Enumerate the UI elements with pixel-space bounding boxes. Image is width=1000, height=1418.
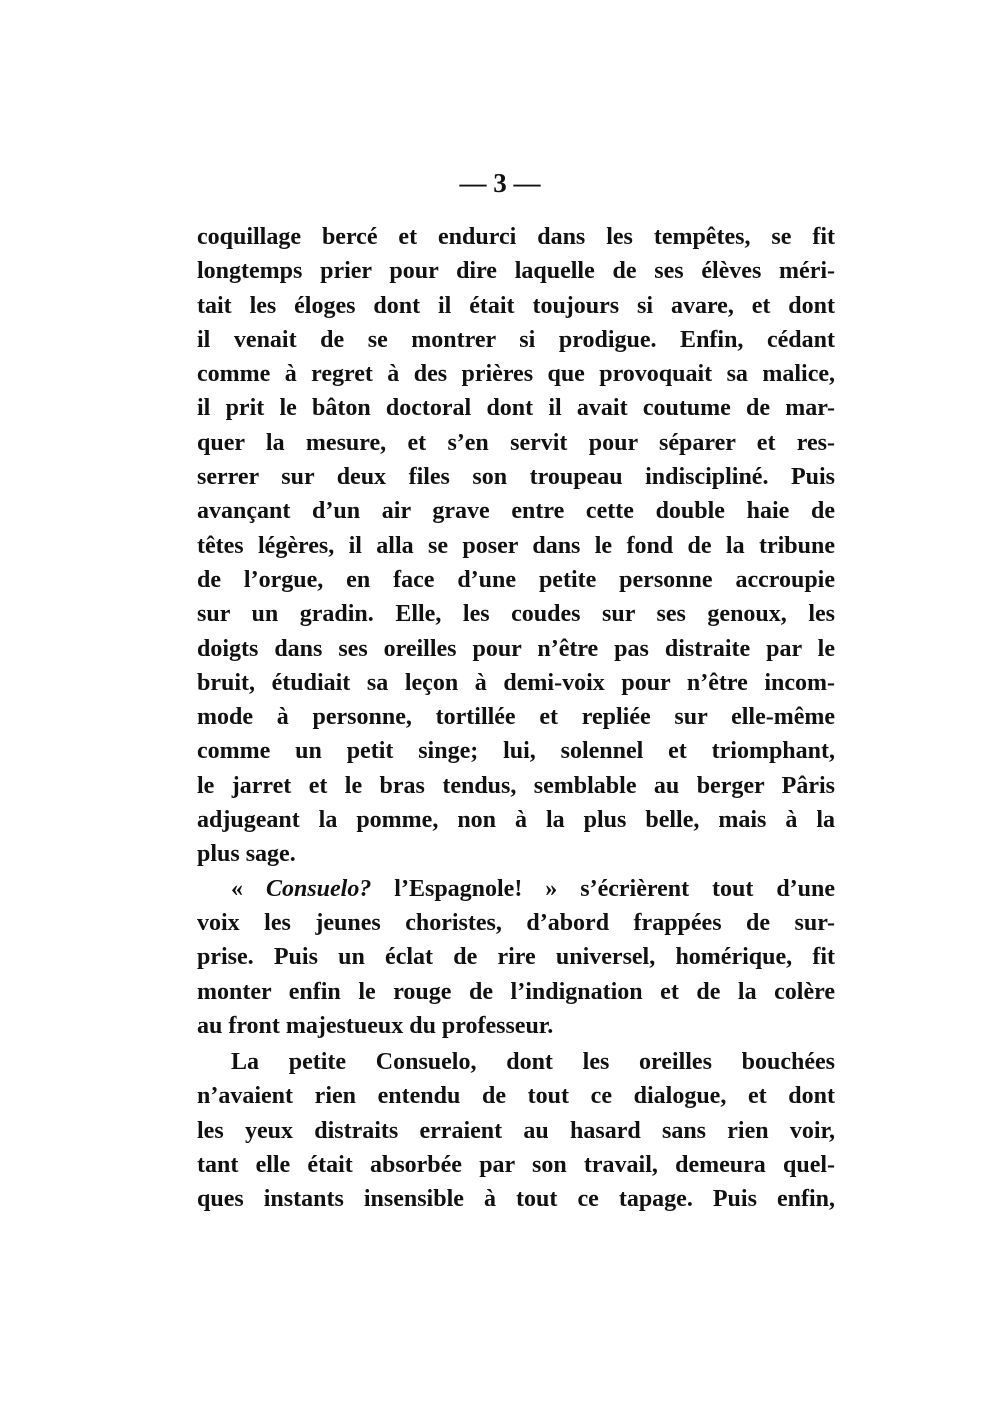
- italic-name: Consuelo?: [265, 875, 372, 902]
- text-line: bruit, étudiait sa leçon à demi-voix pour n’être incom-: [197, 669, 835, 696]
- text-line: il prit le bâton doctoral dont il avait coutume de mar-: [197, 395, 835, 422]
- text-line: tait les éloges dont il était toujours si avare, et dont: [197, 292, 835, 319]
- text-line: tant elle était absorbée par son travail, demeura quel-: [197, 1152, 835, 1179]
- text-line: longtemps prier pour dire laquelle de ses élèves méri-: [197, 258, 835, 285]
- page-number-header: — 3 —: [459, 168, 541, 198]
- open-quote: «: [231, 875, 266, 902]
- text-line: sur un gradin. Elle, les coudes sur ses genoux, les: [197, 601, 835, 628]
- text-span: l’Espagnole! » s’écrièrent tout d’une: [371, 875, 836, 902]
- text-line: coquillage bercé et endurci dans les tempêtes, se fit: [197, 224, 835, 250]
- body-text: [197, 220, 835, 1217]
- paragraph-3: [197, 1045, 835, 1216]
- text-line: comme un petit singe; lui, solennel et triomphant,: [197, 738, 835, 765]
- text-line: plus sage.: [197, 841, 296, 868]
- text-line: il venait de se montrer si prodigue. Enfin, cédant: [197, 326, 835, 353]
- text-line: [197, 872, 835, 906]
- text-line: doigts dans ses oreilles pour n’être pas distraite par le: [197, 635, 835, 662]
- text-line: prise. Puis un éclat de rire universel, homérique, fit: [197, 944, 835, 971]
- paragraph-2: [197, 872, 835, 1043]
- paragraph-1: [197, 220, 835, 872]
- text-line: quer la mesure, et s’en servit pour séparer et res-: [197, 429, 835, 456]
- text-line: avançant d’un air grave entre cette double haie de: [197, 498, 835, 525]
- text-line: mode à personne, tortillée et repliée sur elle-même: [197, 704, 835, 731]
- text-line: ques instants insensible à tout ce tapage. Puis enfin,: [197, 1186, 835, 1213]
- text-line: les yeux distraits erraient au hasard sans rien voir,: [197, 1117, 835, 1144]
- text-line: au front majestueux du professeur.: [197, 1012, 554, 1039]
- text-line: le jarret et le bras tendus, semblable au berger Pâris: [197, 772, 835, 799]
- text-line: de l’orgue, en face d’une petite personne accroupie: [197, 566, 835, 593]
- text-line: monter enfin le rouge de l’indignation et de la colère: [197, 978, 835, 1005]
- text-line: serrer sur deux files son troupeau indiscipliné. Puis: [197, 464, 835, 491]
- text-line: comme à regret à des prières que provoquait sa malice,: [197, 361, 835, 388]
- text-line: voix les jeunes choristes, d’abord frappées de sur-: [197, 909, 835, 936]
- text-line: n’avaient rien entendu de tout ce dialogue, et dont: [197, 1083, 835, 1110]
- text-line: La petite Consuelo, dont les oreilles bouchées: [231, 1049, 835, 1076]
- text-line: têtes légères, il alla se poser dans le fond de la tribune: [197, 532, 835, 559]
- text-line: adjugeant la pomme, non à la plus belle, mais à la: [197, 807, 835, 834]
